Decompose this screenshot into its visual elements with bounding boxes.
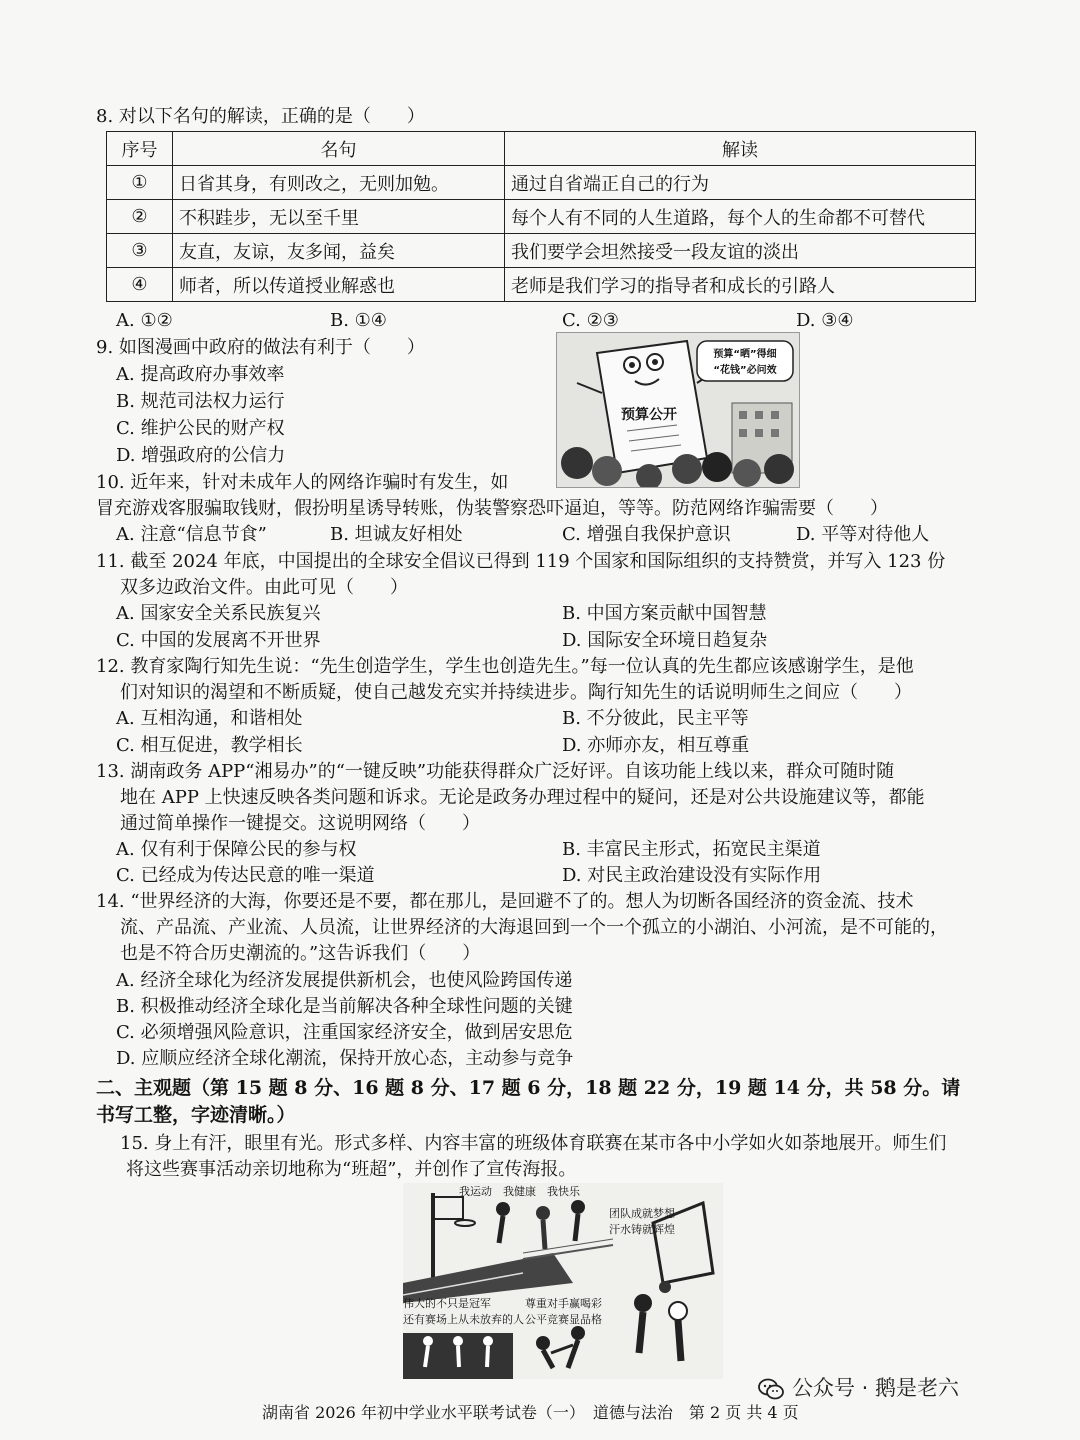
q13-line-2: 地在 APP 上快速反映各类问题和诉求。无论是政务办理过程中的疑问，还是对公共设施建议等，都能	[120, 787, 925, 808]
q14-line-2: 流、产品流、产业流、人员流，让世界经济的大海退回到一个一个孤立的小湖泊、小河流，是不可能的，	[120, 917, 948, 938]
q14-option-a: A. 经济全球化为经济发展提供新机会，也使风险跨国传递	[116, 970, 573, 991]
row-number: ①	[107, 166, 173, 200]
q11-line-1: 11. 截至 2024 年底，中国提出的全球安全倡议已得到 119 个国家和国际组织的支持赞赏，并写入 123 份	[96, 551, 946, 572]
cartoon-bubble-text: 预算“晒”得细	[713, 349, 777, 360]
section2-heading-1: 二、主观题（第 15 题 8 分、16 题 8 分、17 题 6 分，18 题 22 分，19 题 14 分，共 58 分。请	[96, 1077, 961, 1099]
q13-line-3: 通过简单操作一键提交。这说明网络（ ）	[120, 813, 480, 834]
q9-option-c: C. 维护公民的财产权	[116, 418, 285, 439]
q8-option-c: C. ②③	[562, 310, 619, 331]
q10-option-d: D. 平等对待他人	[796, 524, 930, 545]
row-number: ④	[107, 268, 173, 302]
q9-option-d: D. 增强政府的公信力	[116, 445, 286, 466]
q14-option-c: C. 必须增强风险意识，注重国家经济安全，做到居安思危	[116, 1022, 573, 1043]
header-quote: 名句	[173, 132, 505, 166]
budget-cartoon	[556, 332, 800, 488]
poster-slogan-right-2: 汗水铸就辉煌	[609, 1223, 675, 1236]
q11-option-b: B. 中国方案贡献中国智慧	[562, 603, 767, 624]
q8-option-b: B. ①④	[330, 310, 387, 331]
poster-slogan-left-1: 伟大的不只是冠军	[403, 1297, 491, 1310]
row-quote: 日省其身，有则改之，无则加勉。	[173, 166, 505, 200]
sports-poster	[403, 1183, 723, 1379]
q14-option-b: B. 积极推动经济全球化是当前解决各种全球性问题的关键	[116, 996, 573, 1017]
q12-line-1: 12. 教育家陶行知先生说：“先生创造学生，学生也创造先生。”每一位认真的先生都应该感谢学生，是他	[96, 656, 914, 677]
row-meaning: 通过自省端正自己的行为	[505, 166, 976, 200]
q14-line-3: 也是不符合历史潮流的。”这告诉我们（ ）	[120, 943, 481, 964]
q8-stem: 8. 对以下名句的解读，正确的是（ ）	[96, 106, 425, 127]
q11-option-d: D. 国际安全环境日趋复杂	[562, 630, 768, 651]
q10-option-c: C. 增强自我保护意识	[562, 524, 731, 545]
poster-slogan-top: 我运动 我健康 我快乐	[459, 1185, 580, 1198]
q12-option-b: B. 不分彼此，民主平等	[562, 708, 749, 729]
q12-line-2: 们对知识的渴望和不断质疑，使自己越发充实并持续进步。陶行知先生的话说明师生之间应（ ）	[120, 682, 912, 703]
q13-option-d: D. 对民主政治建设没有实际作用	[562, 865, 822, 886]
q10-line-1: 10. 近年来，针对未成年人的网络诈骗时有发生，如	[96, 472, 509, 493]
q15-line-1: 15. 身上有汗，眼里有光。形式多样、内容丰富的班级体育联赛在某市各中小学如火如荼地展开。师生们	[120, 1133, 947, 1154]
q9-option-a: A. 提高政府办事效率	[116, 364, 285, 385]
row-quote: 师者，所以传道授业解惑也	[173, 268, 505, 302]
row-number: ③	[107, 234, 173, 268]
row-meaning: 每个人有不同的人生道路，每个人的生命都不可替代	[505, 200, 976, 234]
q13-option-b: B. 丰富民主形式，拓宽民主渠道	[562, 839, 821, 860]
table-row	[107, 268, 976, 302]
table-row	[107, 166, 976, 200]
q9-stem: 9. 如图漫画中政府的做法有利于（ ）	[96, 337, 425, 358]
poster-slogan-mid-2: 公平竞赛显品格	[525, 1313, 602, 1326]
q8-option-d: D. ③④	[796, 310, 854, 331]
header-meaning: 解读	[505, 132, 976, 166]
table-row	[107, 234, 976, 268]
poster-slogan-mid-1: 尊重对手赢喝彩	[525, 1297, 602, 1310]
wechat-watermark	[758, 1372, 959, 1402]
q8-option-a: A. ①②	[116, 310, 173, 331]
q11-option-c: C. 中国的发展离不开世界	[116, 630, 321, 651]
q9-option-b: B. 规范司法权力运行	[116, 391, 285, 412]
q13-option-c: C. 已经成为传达民意的唯一渠道	[116, 865, 375, 886]
header-number: 序号	[107, 132, 173, 166]
row-meaning: 老师是我们学习的指导者和成长的引路人	[505, 268, 976, 302]
table-row	[107, 200, 976, 234]
watermark-text: 公众号 · 鹅是老六	[792, 1376, 960, 1400]
sports-poster-drawing	[403, 1183, 723, 1379]
row-quote: 不积跬步，无以至千里	[173, 200, 505, 234]
row-quote: 友直，友谅，友多闻，益矣	[173, 234, 505, 268]
wechat-icon	[758, 1378, 784, 1400]
q10-option-b: B. 坦诚友好相处	[330, 524, 463, 545]
q11-line-2: 双多边政治文件。由此可见（ ）	[120, 577, 408, 598]
section2-heading-2: 书写工整，字迹清晰。）	[96, 1104, 296, 1126]
q8-quote-table	[106, 131, 976, 302]
q12-option-d: D. 亦师亦友，相互尊重	[562, 735, 750, 756]
q15-line-2: 将这些赛事活动亲切地称为“班超”，并创作了宣传海报。	[126, 1159, 577, 1180]
svg-text:“花钱”必问效: “花钱”必问效	[713, 365, 777, 376]
q14-line-1: 14. “世界经济的大海，你要还是不要，都在那儿，是回避不了的。想人为切断各国经济的资金流、技术	[96, 891, 914, 912]
cartoon-board-text: 预算公开	[621, 407, 677, 423]
q13-option-a: A. 仅有利于保障公民的参与权	[116, 839, 357, 860]
poster-slogan-right-1: 团队成就梦想	[609, 1207, 675, 1220]
q10-option-a: A. 注意“信息节食”	[116, 524, 267, 545]
q12-option-c: C. 相互促进，教学相长	[116, 735, 303, 756]
row-number: ②	[107, 200, 173, 234]
page-footer: 湖南省 2026 年初中学业水平联考试卷（一） 道德与法治 第 2 页 共 4 页	[262, 1403, 799, 1422]
row-meaning: 我们要学会坦然接受一段友谊的淡出	[505, 234, 976, 268]
q10-line-2: 冒充游戏客服骗取钱财，假扮明星诱导转账，伪装警察恐吓逼迫，等等。防范网络诈骗需要（ ）	[96, 498, 888, 519]
q14-option-d: D. 应顺应经济全球化潮流，保持开放心态，主动参与竞争	[116, 1048, 574, 1069]
poster-slogan-left-2: 还有赛场上从未放弃的人	[403, 1313, 524, 1326]
table-header-row	[107, 132, 976, 166]
q13-line-1: 13. 湖南政务 APP“湘易办”的“一键反映”功能获得群众广泛好评。自该功能上线以来，群众可随时随	[96, 761, 895, 782]
q11-option-a: A. 国家安全关系民族复兴	[116, 603, 321, 624]
budget-cartoon-drawing	[557, 333, 799, 487]
q12-option-a: A. 互相沟通，和谐相处	[116, 708, 303, 729]
